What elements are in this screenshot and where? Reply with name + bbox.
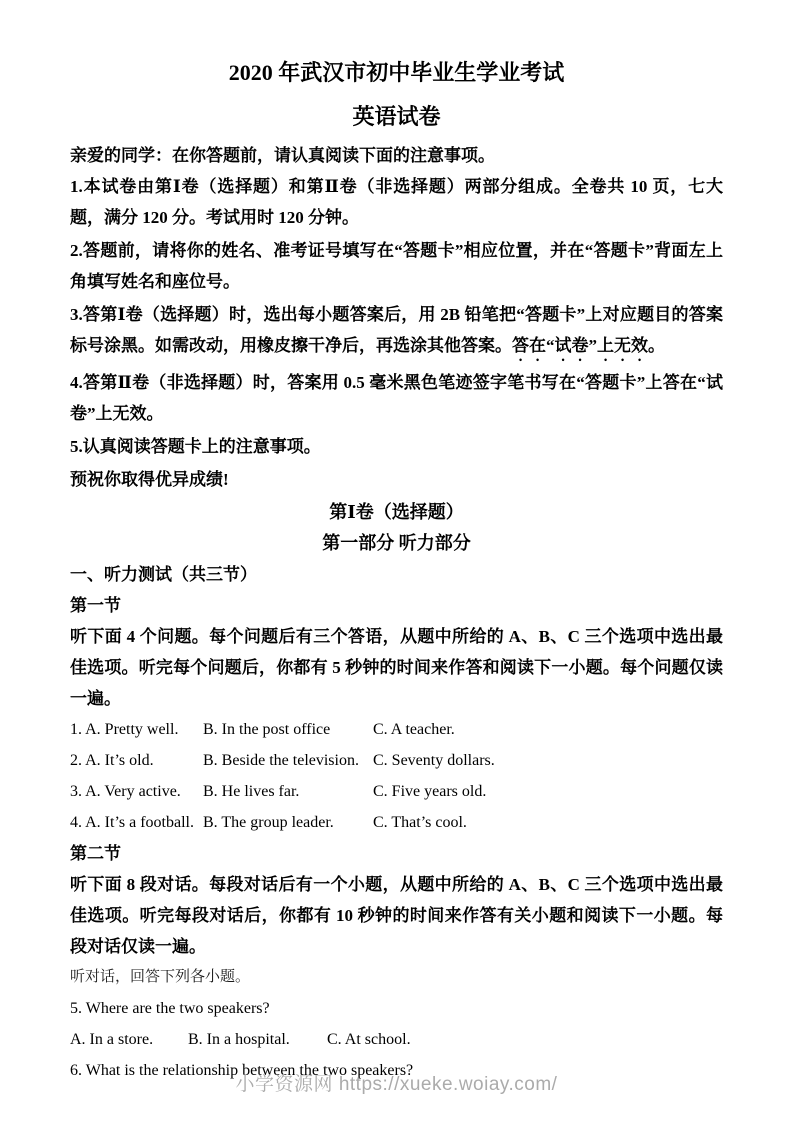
question-2-option-c: C. Seventy dollars.: [373, 752, 495, 769]
question-5-option-b: B. In a hospital.: [188, 1031, 290, 1048]
question-4-row: [70, 807, 723, 838]
question-6-text: 6. What is the relationship between the two speakers?: [70, 1062, 414, 1079]
question-5-option-c: C. At school.: [327, 1031, 411, 1048]
question-5-option-a: A. In a store.: [70, 1031, 154, 1048]
notice-3-emphasized-text: 答在“试卷”上无效。: [512, 336, 665, 355]
question-4-option-c: C. That’s cool.: [373, 814, 467, 831]
question-3-option-c: C. Five years old.: [373, 783, 487, 800]
part-heading: 第一部分 听力部分: [322, 533, 471, 553]
subsection-2-instructions: 听下面 8 段对话。每段对话后有一个小题，从题中所给的 A、B、C 三个选项中选出最佳选项。听完每段对话后，你都有 10 秒钟的时间来作答有关小题和阅读下一小题。每段对话仅读一遍。: [70, 875, 723, 956]
notice-5: 5.认真阅读答题卡上的注意事项。: [70, 437, 321, 456]
notice-3-text: 3.答第Ⅰ卷（选择题）时，选出每小题答案后，用 2B 铅笔把“答题卡”上对应题目的答案标号涂黑。如需改动，用橡皮擦干净后，再选涂其他答案。: [70, 305, 723, 355]
question-3-option-b: B. He lives far.: [203, 783, 300, 800]
dialog-hint: 听对话，回答下列各小题。: [70, 969, 251, 985]
subsection-1-instructions: 听下面 4 个问题。每个问题后有三个答语，从题中所给的 A、B、C 三个选项中选出最佳选项。听完每个问题后，你都有 5 秒钟的时间来作答和阅读下一小题。每个问题仅读一遍。: [70, 627, 723, 708]
subsection-1-title: 第一节: [70, 596, 121, 615]
question-1-row: [70, 714, 723, 745]
question-1-option-c: C. A teacher.: [373, 721, 455, 738]
question-1-option-a: 1. A. Pretty well.: [70, 721, 179, 738]
question-5-text: 5. Where are the two speakers?: [70, 1000, 270, 1017]
listening-section-title: 一、听力测试（共三节）: [70, 565, 257, 584]
notice-4: 4.答第Ⅱ卷（非选择题）时，答案用 0.5 毫米黑色笔迹签字笔书写在“答题卡”上答在“试卷”上无效。: [70, 373, 723, 423]
good-luck-line: 预祝你取得优异成绩!: [70, 470, 229, 489]
question-3-option-a: 3. A. Very active.: [70, 783, 181, 800]
volume-heading: 第Ⅰ卷（选择题）: [329, 502, 464, 522]
exam-subtitle: 英语试卷: [352, 104, 441, 129]
exam-title: 2020 年武汉市初中毕业生学业考试: [228, 60, 565, 85]
notice-3: [70, 299, 723, 365]
question-4-option-b: B. The group leader.: [203, 814, 334, 831]
question-2-option-a: 2. A. It’s old.: [70, 752, 154, 769]
notice-2: 2.答题前，请将你的姓名、准考证号填写在“答题卡”相应位置，并在“答题卡”背面左上角填写姓名和座位号。: [70, 241, 723, 291]
question-5-options-row: [70, 1024, 723, 1055]
subsection-2-title: 第二节: [70, 844, 121, 863]
watermark-footer: 小学资源网 https://xueke.woiay.com/: [235, 1074, 558, 1095]
question-4-option-a: 4. A. It’s a football.: [70, 814, 194, 831]
notice-1: 1.本试卷由第Ⅰ卷（选择题）和第Ⅱ卷（非选择题）两部分组成。全卷共 10 页，七大题，满分 120 分。考试用时 120 分钟。: [70, 177, 723, 227]
question-3-row: [70, 776, 723, 807]
question-1-option-b: B. In the post office: [203, 721, 331, 738]
question-2-row: [70, 745, 723, 776]
question-2-option-b: B. Beside the television.: [203, 752, 359, 769]
greeting-line: 亲爱的同学：在你答题前，请认真阅读下面的注意事项。: [70, 146, 495, 165]
